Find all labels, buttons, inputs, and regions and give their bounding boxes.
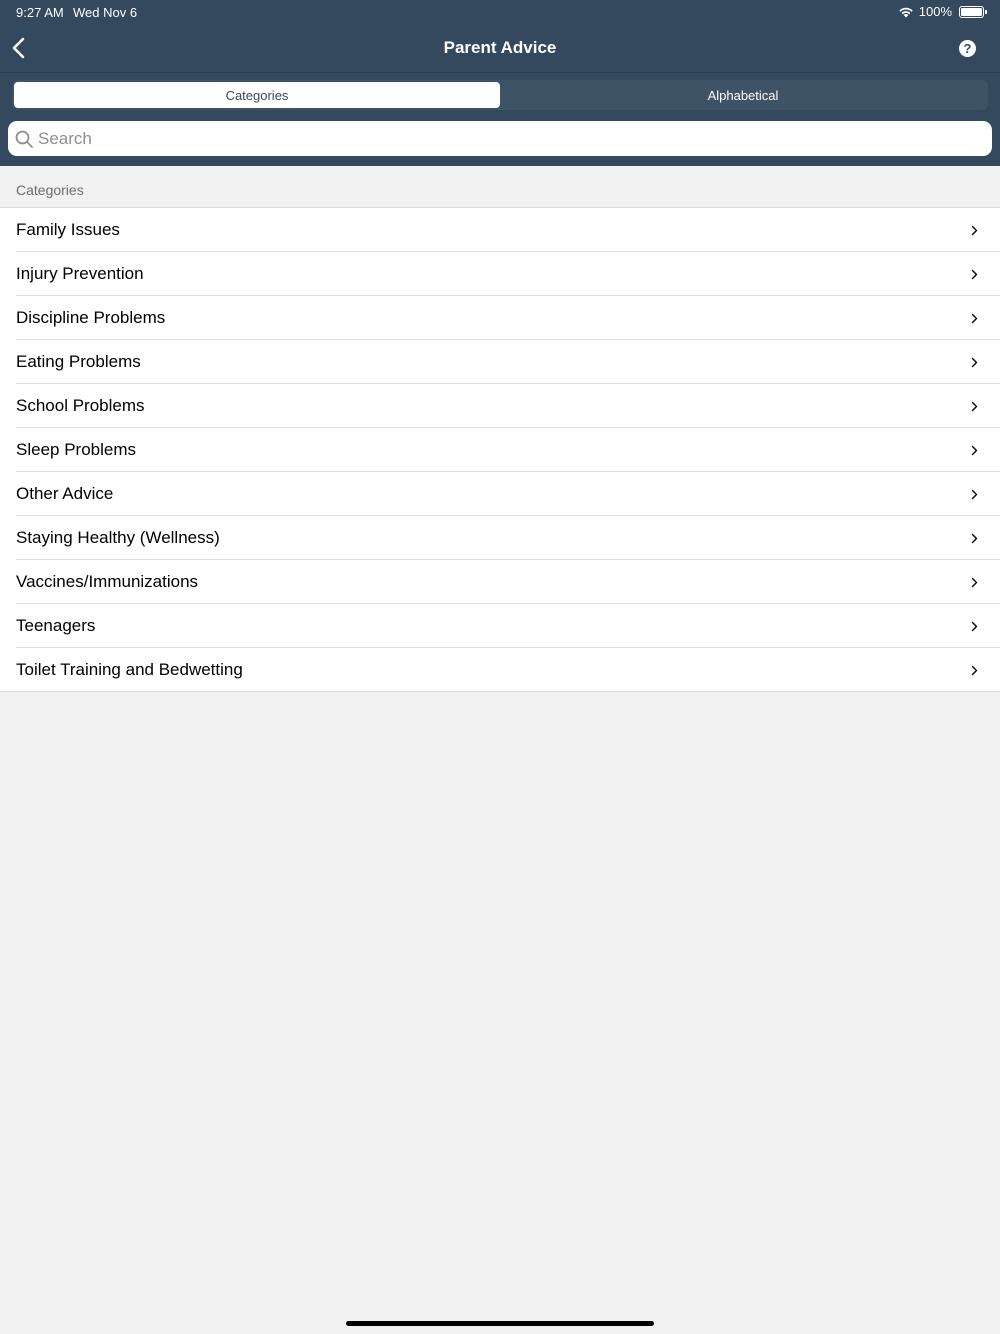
list-item[interactable]: [0, 340, 1000, 384]
list-item-label: Toilet Training and Bedwetting: [16, 660, 243, 679]
list-item-label: Discipline Problems: [16, 308, 166, 327]
home-indicator: [346, 1321, 654, 1326]
chevron-right-icon: [971, 269, 978, 280]
segment-categories[interactable]: Categories: [14, 82, 500, 108]
chevron-right-icon: [971, 313, 978, 324]
list-item-label: Family Issues: [16, 220, 120, 239]
list-item[interactable]: [0, 384, 1000, 428]
page-title: Parent Advice: [443, 38, 557, 57]
list-item-label: School Problems: [16, 396, 145, 415]
chevron-right-icon: [971, 401, 978, 412]
chevron-right-icon: [971, 621, 978, 632]
wifi-icon: [898, 6, 914, 18]
status-indicators: [898, 4, 984, 19]
segment-alphabetical[interactable]: Alphabetical: [707, 87, 779, 103]
list-item[interactable]: [0, 428, 1000, 472]
battery-percent: 100%: [918, 4, 952, 19]
navigation-bar: [0, 24, 1000, 72]
nav-divider: [0, 72, 1000, 73]
list-item-label: Other Advice: [16, 484, 114, 503]
list-item-label: Injury Prevention: [16, 264, 144, 283]
list-item[interactable]: [0, 472, 1000, 516]
list-item[interactable]: [0, 208, 1000, 252]
help-button[interactable]: [959, 40, 976, 57]
list-item-label: Eating Problems: [16, 352, 141, 371]
search-input[interactable]: [38, 124, 978, 154]
status-bar: [0, 0, 1000, 24]
list-item[interactable]: [0, 560, 1000, 604]
chevron-right-icon: [971, 225, 978, 236]
chevron-right-icon: [971, 665, 978, 676]
chevron-right-icon: [971, 357, 978, 368]
battery-icon: [959, 6, 984, 18]
list-item-label: Sleep Problems: [16, 440, 137, 459]
question-circle-icon: ?: [963, 41, 972, 56]
list-item[interactable]: [0, 604, 1000, 648]
chevron-right-icon: [971, 577, 978, 588]
app-header: [0, 0, 1000, 166]
chevron-right-icon: [971, 533, 978, 544]
list-item-label: Teenagers: [16, 616, 96, 635]
list-item-label: Staying Healthy (Wellness): [16, 528, 220, 547]
list-item[interactable]: [0, 516, 1000, 560]
search-bar[interactable]: [8, 121, 992, 156]
list-item-label: Vaccines/Immunizations: [16, 572, 199, 591]
category-list: [0, 207, 1000, 692]
chevron-right-icon: [971, 445, 978, 456]
status-date: Wed Nov 6: [73, 5, 138, 20]
section-header: Categories: [16, 182, 84, 198]
list-item[interactable]: [0, 296, 1000, 340]
segmented-control: [12, 80, 988, 110]
magnifier-icon: [14, 129, 34, 149]
list-item[interactable]: [0, 648, 1000, 692]
list-item[interactable]: [0, 252, 1000, 296]
chevron-right-icon: [971, 489, 978, 500]
status-time: 9:27 AM: [16, 5, 64, 20]
